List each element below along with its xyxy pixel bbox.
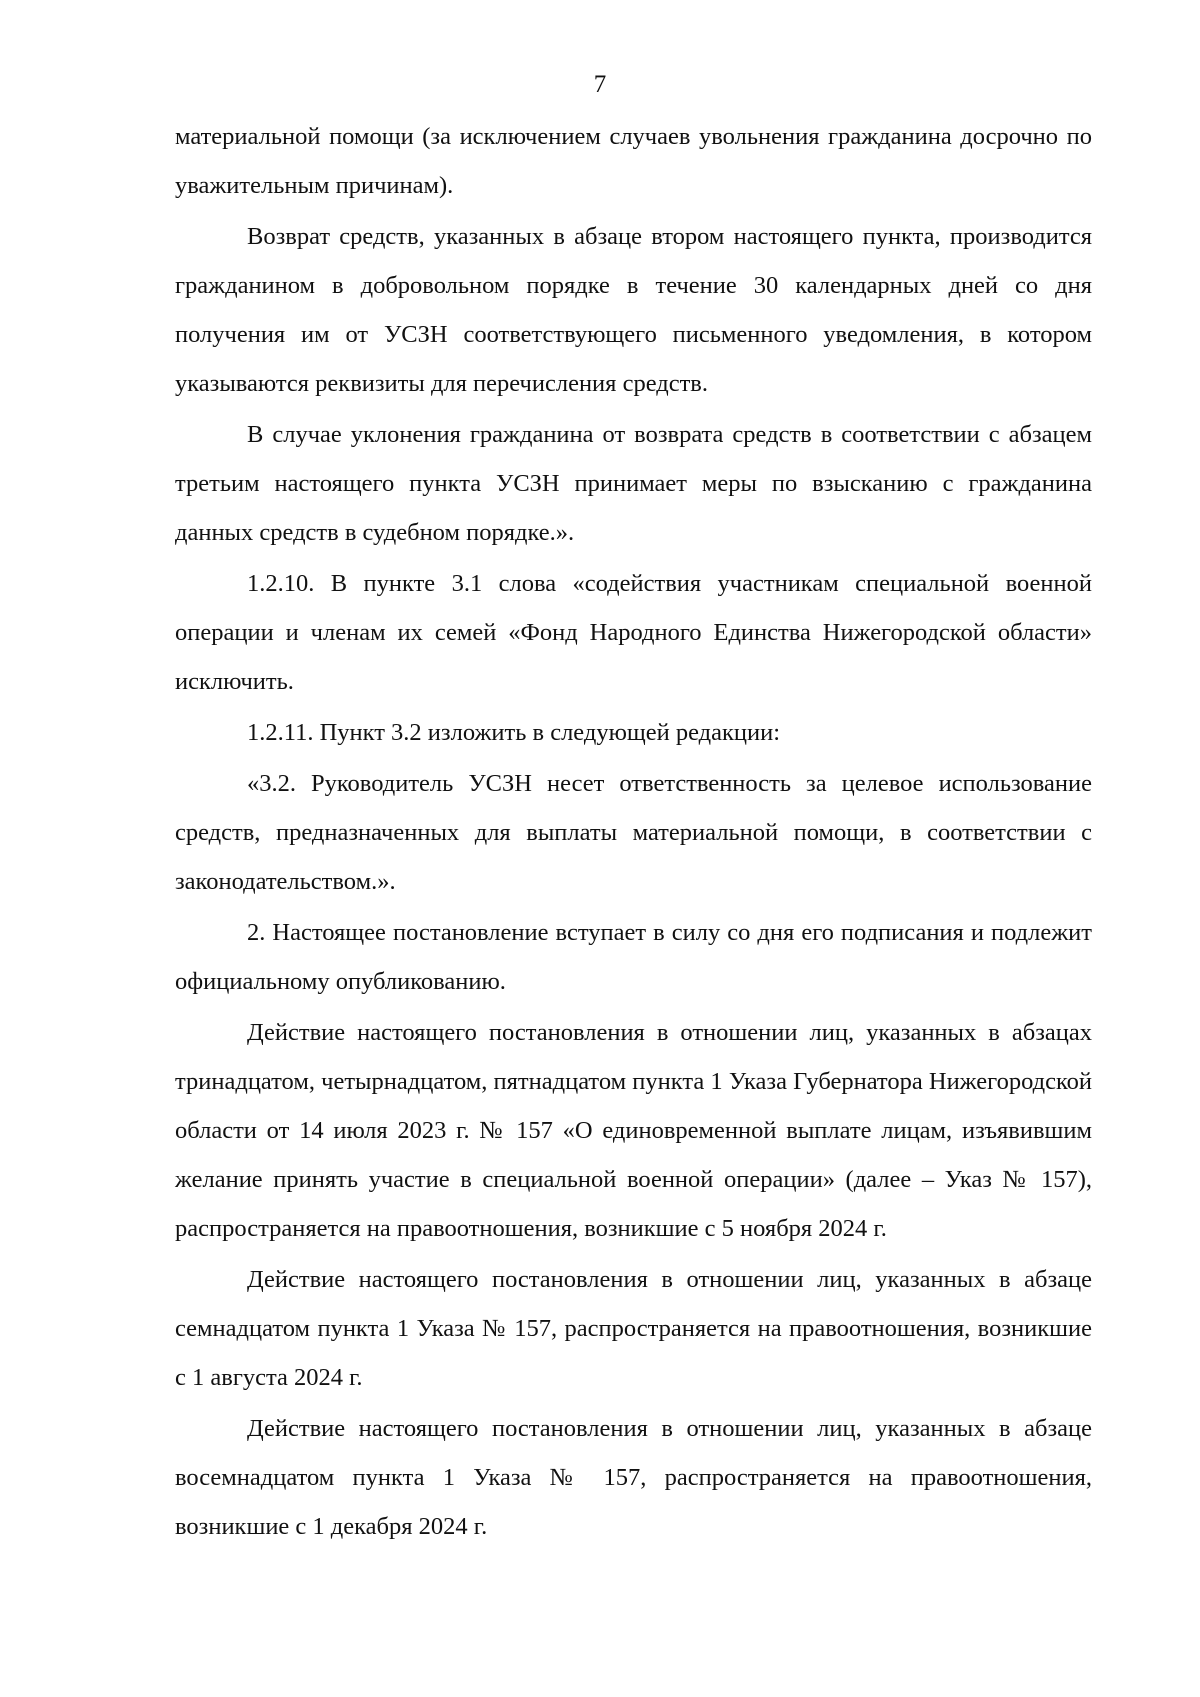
- paragraph-continuation: материальной помощи (за исключением случаев увольнения гражданина досрочно по уважительным причинам).: [175, 123, 1092, 199]
- paragraph-2-effective: 2. Настоящее постановление вступает в силу со дня его подписания и подлежит официальному опубликованию.: [175, 919, 1092, 995]
- document-body: [175, 112, 1092, 1551]
- paragraph-effect-13-15: Действие настоящего постановления в отношении лиц, указанных в абзацах тринадцатом, четырнадцатом, пятнадцатом пункта 1 Указа Губернатора Нижегородской области от 14 июля 2023 г. № 157 «О единовременной выплате лицам, изъявившим желание принять участие в специальной военной операции» (далее – Указ № 157), распространяется на правоотношения, возникшие с 5 ноября 2024 г.: [175, 1019, 1092, 1242]
- paragraph-effect-18: Действие настоящего постановления в отношении лиц, указанных в абзаце восемнадцатом пункта 1 Указа № 157, распространяется на правоотношения, возникшие с 1 декабря 2024 г.: [175, 1415, 1092, 1540]
- page-number: 7: [593, 71, 607, 98]
- paragraph-effect-17: Действие настоящего постановления в отношении лиц, указанных в абзаце семнадцатом пункта 1 Указа № 157, распространяется на правоотношения, возникшие с 1 августа 2024 г.: [175, 1266, 1092, 1391]
- paragraph-1-2-10: 1.2.10. В пункте 3.1 слова «содействия участникам специальной военной операции и членам их семей «Фонд Народного Единства Нижегородской области» исключить.: [175, 570, 1092, 695]
- paragraph-3-2-quote: «3.2. Руководитель УСЗН несет ответственность за целевое использование средств, предназначенных для выплаты материальной помощи, в соответствии с законодательством.».: [175, 770, 1092, 895]
- paragraph-1-2-11: 1.2.11. Пункт 3.2 изложить в следующей редакции:: [247, 719, 781, 746]
- paragraph-evasion-measures: В случае уклонения гражданина от возврата средств в соответствии с абзацем третьим настоящего пункта УСЗН принимает меры по взысканию с гражданина данных средств в судебном порядке.».: [175, 421, 1092, 546]
- paragraph-refund-procedure: Возврат средств, указанных в абзаце втором настоящего пункта, производится гражданином в добровольном порядке в течение 30 календарных дней со дня получения им от УСЗН соответствующего письменного уведомления, в котором указываются реквизиты для перечисления средств.: [175, 223, 1092, 397]
